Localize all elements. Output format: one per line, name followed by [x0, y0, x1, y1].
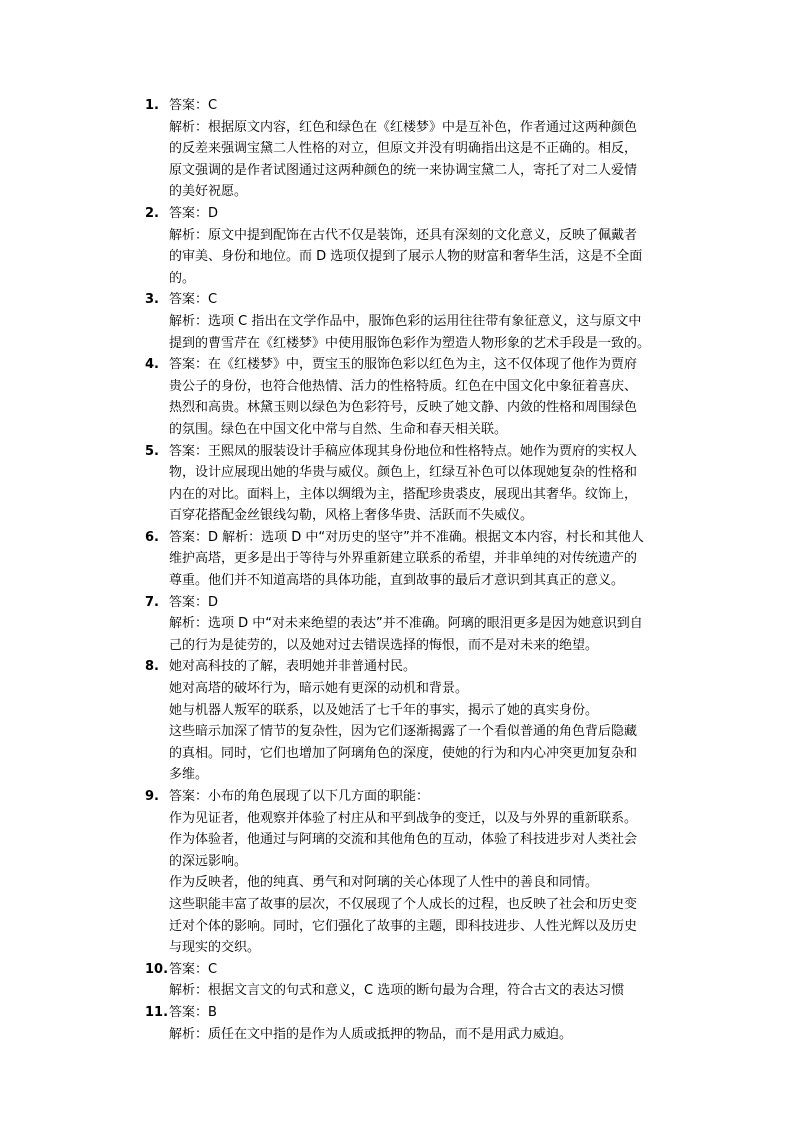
answer-text-line: 解析：原文中提到配饰在古代不仅是装饰，还具有深刻的文化意义，反映了佩戴者 — [169, 227, 638, 243]
answer-text-line: 多维。 — [169, 767, 209, 783]
answer-text-line: 作为反映者，他的纯真、勇气和对阿璃的关心体现了人性中的善良和同情。 — [169, 875, 599, 891]
answer-number: 7. — [145, 594, 159, 610]
answer-text-line: 与现实的交织。 — [169, 940, 261, 956]
answer-text-line: 热烈和高贵。林黛玉则以绿色为色彩符号，反映了她文静、内敛的性格和周围绿色 — [169, 400, 638, 416]
answer-text-line: 迁对个体的影响。同时，它们强化了故事的主题，即科技进步、人性光辉以及历史 — [169, 918, 638, 934]
answer-text-line: 她对高塔的破坏行为，暗示她有更深的动机和背景。 — [169, 681, 469, 697]
answer-text-line: 物，设计应展现出她的华贵与威仪。颜色上，红绿互补色可以体现她复杂的性格和 — [169, 465, 638, 481]
answer-text-line: 的审美、身份和地位。而 D 选项仅提到了展示人物的财富和奢华生活，这是不全面 — [169, 249, 643, 265]
answer-item — [145, 592, 685, 657]
answer-item — [145, 289, 685, 354]
answer-text-line: 答案：小布的角色展现了以下几方面的职能： — [169, 789, 430, 804]
answer-text-line: 作为见证者，他观察并体验了村庄从和平到战争的变迁，以及与外界的重新联系。 — [169, 810, 638, 826]
answer-text-line: 解析：质任在文中指的是作为人质或抵押的物品，而不是用武力威迫。 — [169, 1026, 573, 1042]
answer-text-line: 的深远影响。 — [169, 853, 248, 869]
answer-text-line: 解析：选项 C 指出在文学作品中，服饰色彩的运用往往带有象征意义，这与原文中 — [169, 313, 642, 329]
answer-item — [145, 95, 685, 203]
answer-text-line: 答案：D — [169, 205, 219, 221]
answer-text-line: 这些暗示加深了情节的复杂性，因为它们逐渐揭露了一个看似普通的角色背后隐藏 — [169, 724, 638, 740]
answer-item — [145, 1002, 685, 1045]
answer-text-line: 尊重。他们并不知道高塔的具体功能，直到故事的最后才意识到其真正的意义。 — [169, 573, 625, 589]
answer-number: 4. — [145, 357, 159, 373]
answer-text-line: 的真相。同时，它们也增加了阿璃角色的深度，使她的行为和内心冲突更加复杂和 — [169, 745, 638, 761]
answer-text-line: 她对高科技的了解，表明她并非普通村民。 — [169, 659, 417, 675]
answer-item — [145, 354, 685, 440]
answer-number: 5. — [145, 443, 159, 459]
answer-number: 1. — [145, 98, 159, 113]
answer-text-line: 解析：根据原文内容，红色和绿色在《红楼梦》中是互补色，作者通过这两种颜色 — [169, 119, 638, 135]
answer-item — [145, 441, 685, 527]
answer-number: 2. — [145, 205, 159, 221]
answer-item — [145, 527, 685, 592]
answer-text-line: 作为体验者，他通过与阿璃的交流和其他角色的互动，体验了科技进步对人类社会 — [169, 832, 638, 848]
answer-text-line: 解析：根据文言文的句式和意义，C 选项的断句最为合理，符合古文的表达习惯 — [169, 983, 625, 999]
answer-text-line: 解析：选项 D 中“对未来绝望的表达”并不准确。阿璃的眼泪更多是因为她意识到自 — [169, 616, 643, 632]
answer-text-line: 这些职能丰富了故事的层次，不仅展现了个人成长的过程，也反映了社会和历史变 — [169, 896, 638, 912]
answer-text-line: 贵公子的身份，也符合他热情、活力的性格特质。红色在中国文化中象征着喜庆、 — [169, 378, 638, 394]
answer-text-line: 维护高塔，更多是出于等待与外界重新建立联系的希望，并非单纯的对传统遗产的 — [169, 551, 638, 567]
answer-number: 11. — [145, 1004, 169, 1020]
answer-item — [145, 656, 685, 786]
answer-text-line: 答案：D 解析：选项 D 中“对历史的坚守”并不准确。根据文本内容，村长和其他人 — [169, 529, 644, 545]
answer-text-line: 答案：王熙凤的服装设计手稿应体现其身份地位和性格特点。她作为贾府的实权人 — [169, 443, 638, 459]
answer-number: 9. — [145, 789, 159, 804]
answer-item — [145, 786, 685, 959]
answer-number: 8. — [145, 659, 159, 675]
answer-text-line: 答案：在《红楼梦》中，贾宝玉的服饰色彩以红色为主，这不仅体现了他作为贾府 — [169, 357, 638, 373]
answer-text-line: 答案：C — [169, 961, 218, 977]
answer-text-line: 内在的对比。面料上，主体以绸缎为主，搭配珍贵裘皮，展现出其奢华。纹饰上， — [169, 486, 638, 502]
answer-text-line: 提到的曹雪芹在《红楼梦》中使用服饰色彩作为塑造人物形象的艺术手段是一致的。 — [169, 335, 651, 351]
answer-text-line: 百穿花搭配金丝银线勾勒，风格上奢侈华贵、活跃而不失威仪。 — [169, 508, 534, 524]
answer-list — [145, 95, 685, 1045]
answer-number: 6. — [145, 529, 159, 545]
answer-text-line: 的美好祝愿。 — [169, 184, 248, 200]
answer-number: 10. — [145, 961, 169, 977]
answer-item — [145, 959, 685, 1002]
answer-text-line: 原文强调的是作者试图通过这两种颜色的统一来协调宝黛二人，寄托了对二人爱情 — [169, 162, 638, 178]
answer-text-line: 答案：B — [169, 1004, 217, 1020]
answer-text-line: 的反差来强调宝黛二人性格的对立，但原文并没有明确指出这是不正确的。相反， — [169, 141, 638, 157]
answer-text-line: 她与机器人叛军的联系，以及她活了七千年的事实，揭示了她的真实身份。 — [169, 702, 599, 718]
answer-item — [145, 203, 685, 289]
answer-text-line: 答案：D — [169, 594, 219, 610]
answer-text-line: 答案：C — [169, 98, 218, 113]
answer-text-line: 己的行为是徒劳的，以及她对过去错误选择的悔恨，而不是对未来的绝望。 — [169, 637, 599, 653]
answer-text-line: 的氛围。绿色在中国文化中常与自然、生命和春天相关联。 — [169, 421, 508, 437]
answer-text-line: 答案：C — [169, 292, 218, 308]
answer-number: 3. — [145, 292, 159, 308]
answer-text-line: 的。 — [169, 270, 196, 286]
